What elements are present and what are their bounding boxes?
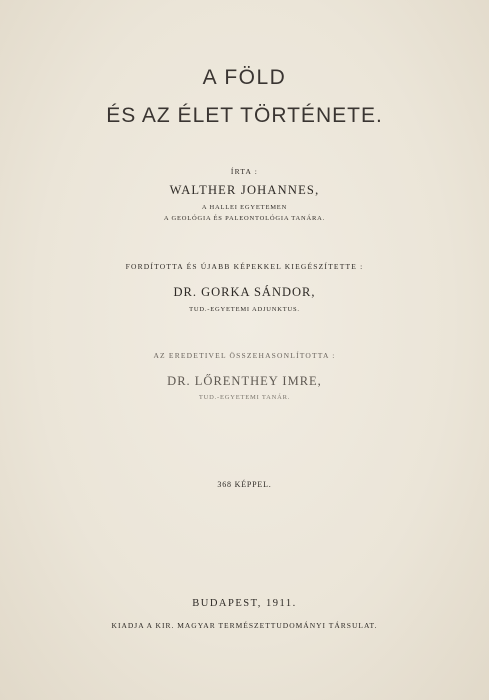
translator-name: DR. GORKA SÁNDOR, <box>173 285 316 299</box>
translator-label: FORDÍTOTTA ÉS ÚJABB KÉPEKKEL KIEGÉSZÍTETTE : <box>125 262 364 271</box>
author-subtitle-1: A HALLEI EGYETEMEN <box>201 204 288 211</box>
imprint-publisher: KIADJA A KIR. MAGYAR TERMÉSZETTUDOMÁNYI TÁRSULAT. <box>111 621 378 630</box>
reviewer-name: DR. LŐRENTHEY IMRE, <box>167 374 322 388</box>
reviewer-label: AZ EREDETIVEL ÖSSZEHASONLÍTOTTA : <box>153 351 336 360</box>
imprint-city-year: BUDAPEST, 1911. <box>192 598 297 609</box>
reviewer-subtitle: TUD.-EGYETEMI TANÁR. <box>198 394 291 401</box>
translator-subtitle: TUD.-EGYETEMI ADJUNKTUS. <box>189 306 300 313</box>
author-label: ÍRTA : <box>230 167 259 176</box>
title-line-2: ÉS AZ ÉLET TÖRTÉNETE. <box>106 104 383 127</box>
title-line-1: A FÖLD <box>202 66 287 89</box>
illustrations-count: 368 KÉPPEL. <box>217 480 272 489</box>
author-name: WALTHER JOHANNES, <box>169 183 320 197</box>
author-subtitle-2: A GEOLÓGIA ÉS PALEONTOLÓGIA TANÁRA. <box>163 215 326 222</box>
